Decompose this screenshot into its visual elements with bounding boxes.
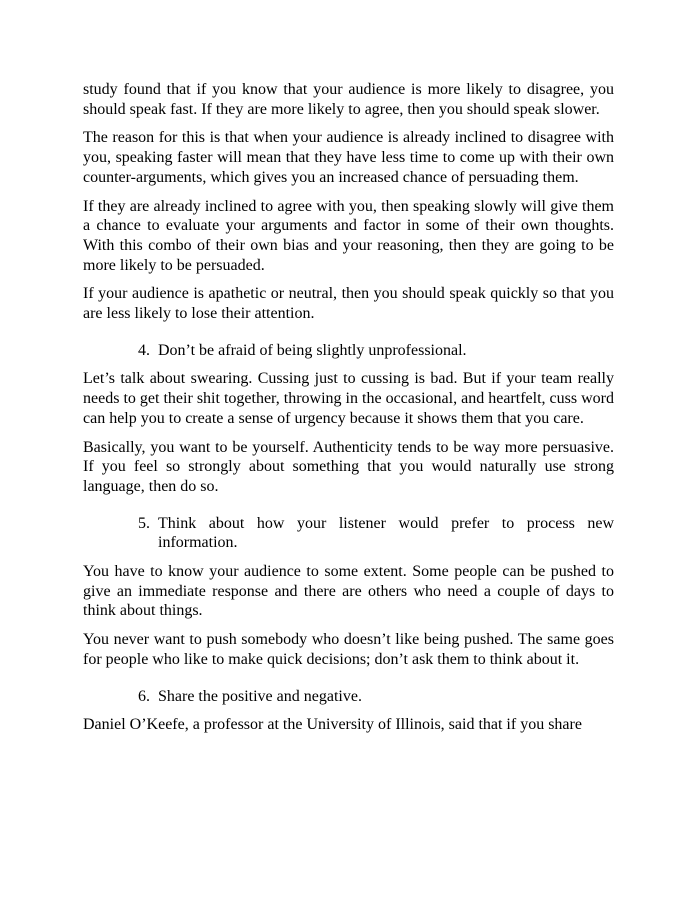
document-body (83, 80, 614, 744)
body-paragraph: The reason for this is that when your audience is already inclined to disagree with you, speaking faster will mean that they have less time to come up with their own counter-arguments, which gives you an increased chance of persuading them. (83, 129, 614, 186)
list-heading-text: Think about how your listener would prefer to process new information. (158, 514, 614, 552)
body-paragraph: You have to know your audience to some extent. Some people can be pushed to give an immediate response and there are others who need a couple of days to think about things. (83, 563, 614, 620)
body-paragraph: study found that if you know that your audience is more likely to disagree, you should speak fast. If they are more likely to agree, then you should speak slower. (83, 81, 614, 118)
list-number: 4. (138, 341, 150, 359)
body-paragraph: Daniel O’Keefe, a professor at the University of Illinois, said that if you share (83, 716, 582, 734)
body-paragraph: Let’s talk about swearing. Cussing just to cussing is bad. But if your team really needs to get their shit together, throwing in the occasional, and heartfelt, cuss word can help you to create a sense of urgency because it shows them that you care. (83, 370, 614, 427)
list-number: 6. (138, 687, 150, 705)
body-paragraph: If they are already inclined to agree with you, then speaking slowly will give them a chance to evaluate your arguments and factor in some of their own thoughts. With this combo of their own bias and your reasoning, then they are going to be more likely to be persuaded. (83, 197, 614, 274)
body-paragraph: If your audience is apathetic or neutral, then you should speak quickly so that you are less likely to lose their attention. (83, 285, 614, 323)
body-paragraph: Basically, you want to be yourself. Authenticity tends to be way more persuasive. If you feel so strongly about something that you would naturally use strong language, then do so. (83, 438, 614, 495)
list-number: 5. (138, 514, 150, 532)
numbered-heading-5 (83, 514, 614, 553)
numbered-heading-6 (83, 687, 614, 707)
list-heading-text: Share the positive and negative. (158, 687, 362, 705)
body-paragraph: You never want to push somebody who doesn’t like being pushed. The same goes for people who like to make quick decisions; don’t ask them to think about it. (83, 631, 614, 668)
numbered-heading-4 (83, 341, 614, 361)
list-heading-text: Don’t be afraid of being slightly unprofessional. (158, 341, 467, 359)
